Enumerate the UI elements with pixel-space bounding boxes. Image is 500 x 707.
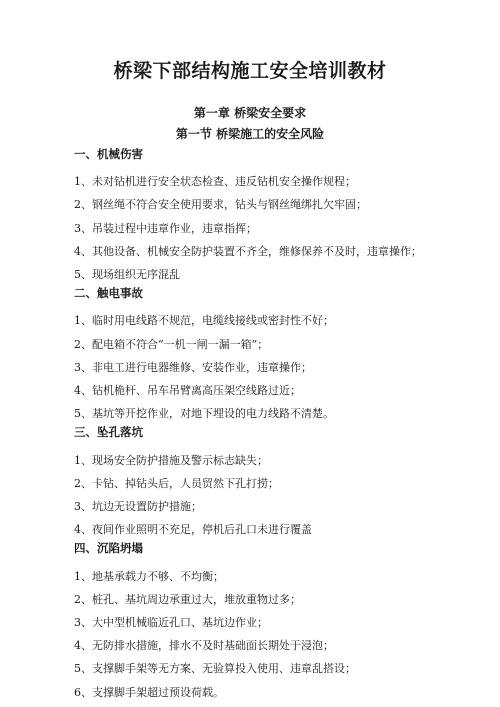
list-item: 4、钻机桅杆、吊车吊臂离高压架空线路过近； [74,384,301,397]
list-item: 3、非电工进行电器维修、安装作业，违章操作； [74,360,312,374]
list-item: 3、吊装过程中违章作业，违章指挥； [74,221,257,235]
list-item: 4、无防排水措施，排水不及时基础面长期处于浸泡； [74,639,334,653]
list-item: 1、地基承载力不够、不均衡； [74,569,224,583]
list-item: 1、现场安全防护措施及警示标志缺失； [74,453,268,467]
document-body [74,147,436,704]
group-heading: 一、机械伤害 [74,147,143,161]
group-heading: 四、沉陷坍塌 [74,541,143,556]
list-item: 6、支撑脚手架超过预设荷载。 [74,685,224,699]
list-item: 5、支撑脚手架等无方案、无验算投入使用、违章乱搭设； [74,662,356,676]
list-item: 2、钢丝绳不符合安全使用要求，钻头与钢丝绳绑扎欠牢固； [74,198,367,212]
list-item: 1、临时用电线路不规范，电缆线接线或密封性不好； [74,314,334,328]
list-item: 4、夜间作业照明不充足，停机后孔口未进行覆盖 [74,523,312,537]
list-item: 4、其他设备、机械安全防护装置不齐全，维修保养不及时，违章操作； [74,244,422,258]
list-item: 1、未对钻机进行安全状态检查、违反钻机安全操作规程； [74,175,356,189]
list-item: 3、大中型机械临近孔口、基坑边作业； [74,616,268,629]
document-title: 桥梁下部结构施工安全培训教材 [113,60,387,82]
chapter-heading: 第一章 桥梁安全要求 [193,106,307,120]
group-heading: 三、坠孔落坑 [74,425,143,440]
section-heading: 第一节 桥梁施工的安全风险 [175,127,325,141]
list-item: 5、基坑等开挖作业，对地下埋设的电力线路不清楚。 [74,407,334,421]
group-heading: 二、触电事故 [74,286,143,301]
list-item: 3、坑边无设置防护措施； [74,500,202,513]
list-item: 2、卡钻、掉钻头后，人员贸然下孔打捞； [74,476,279,490]
list-item: 2、桩孔、基坑周边承重过大，堆放重物过多； [74,592,301,606]
list-item: 2、配电箱不符合“一机一闸一漏一箱”； [74,337,269,351]
list-item: 5、现场组织无序混乱 [74,268,180,281]
